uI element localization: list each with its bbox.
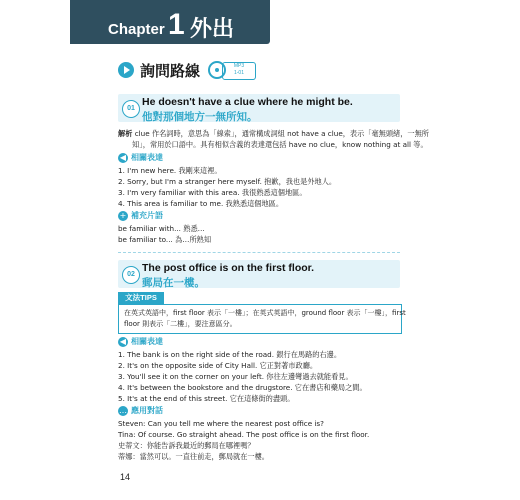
tips-line: 在英式英語中，first floor 表示「一樓」；在英式英語中，ground floor 表示「一樓」，first (124, 309, 406, 317)
related-expressions-heading (118, 337, 198, 349)
item-english: 2. Sorry, but I'm a stranger here myself. (118, 177, 262, 186)
list-item (118, 234, 211, 245)
mp3-label: MP3 (233, 63, 245, 69)
list-item (118, 176, 336, 187)
analysis-text: clue 作名詞時，意思為「線索」，通常構成詞組 not have a clue，表示「毫無頭緒，一無所 (134, 129, 429, 138)
tips-line: floor 則表示「二樓」，要注意區分。 (124, 320, 237, 328)
dialogue-line: Steven: Can you tell me where the nearest post office is? (118, 419, 324, 428)
item-chinese: 我熟悉這個地區。 (225, 199, 284, 208)
chat-icon: … (119, 406, 127, 415)
item-chinese: 抱歉，我也是外地人。 (264, 177, 337, 186)
item-chinese: 它正對著市政廳。 (259, 361, 318, 370)
supplement-heading (118, 211, 198, 223)
related-expressions-heading (118, 153, 198, 165)
item-chinese: 為…所熟知 (175, 235, 212, 244)
dialogue-line: Tina: Of course. Go straight ahead. The post office is on the first floor. (118, 430, 370, 439)
list-item (118, 382, 367, 393)
item-english: 4. This area is familiar to me. (118, 199, 224, 208)
related-label: 相關表達 (131, 153, 163, 162)
section-heading (118, 60, 278, 82)
dialogue-line: 史蒂文：你能告訴我最近的郵局在哪裡嗎？ (118, 441, 255, 450)
phrase-english: The post office is on the first floor. (142, 262, 315, 274)
list-item (118, 165, 222, 176)
item-english: 3. You'll see it on the corner on your left. (118, 372, 265, 381)
analysis-text: 知」，常用於口語中。具有相似含義的表達還包括 have no clue，know nothing at all 等。 (132, 140, 428, 149)
list-item (118, 349, 341, 360)
list-item (118, 187, 307, 198)
list-item (118, 360, 317, 371)
track-label: 1-01 (233, 70, 244, 76)
chapter-number: 1 (168, 8, 185, 41)
item-english: 2. It's on the opposite side of City Hall. (118, 361, 258, 370)
item-chinese: 銀行在馬路的右邊。 (276, 350, 342, 359)
item-english: 1. I'm new here. (118, 166, 177, 175)
grammar-tips-tag: 文法TIPS (118, 292, 164, 304)
phrase-chinese: 他對那個地方一無所知。 (142, 111, 258, 123)
grammar-tips-box (118, 304, 406, 334)
section-title: 詢問路線 (140, 62, 201, 80)
analysis-line (118, 128, 429, 139)
item-chinese: 你往左邊彎過去就能看見。 (266, 372, 353, 381)
list-item (118, 393, 294, 404)
related-label: 相關表達 (131, 337, 163, 346)
item-english: 1. The bank is on the right side of the road. (118, 350, 275, 359)
phrase-number: 01 (122, 100, 140, 118)
analysis-line (132, 139, 428, 150)
supplement-label: 補充片語 (131, 211, 163, 220)
chapter-title: 外出 (190, 17, 235, 42)
item-english: 4. It's between the bookstore and the drugstore. (118, 383, 293, 392)
phrase-chinese: 郵局在一樓。 (142, 277, 205, 289)
dialogue-heading (118, 406, 198, 418)
page-number: 14 (120, 472, 131, 482)
analysis-label: 解析 (118, 129, 133, 138)
speaker-icon: ◀ (119, 337, 127, 346)
item-chinese: 熟悉… (183, 224, 205, 233)
play-icon[interactable] (118, 62, 134, 78)
list-item (118, 371, 353, 382)
audio-track-badge[interactable] (208, 60, 256, 80)
phrase-card-01 (118, 94, 400, 122)
item-chinese: 我很熟悉這個地區。 (241, 188, 307, 197)
section-divider (118, 252, 400, 253)
list-item (118, 223, 205, 234)
item-english: be familiar with... (118, 224, 181, 233)
item-chinese: 它在這條街的盡頭。 (229, 394, 295, 403)
item-english: 3. I'm very familiar with this area. (118, 188, 240, 197)
item-english: be familiar to... (118, 235, 173, 244)
item-english: 5. It's at the end of this street. (118, 394, 228, 403)
phrase-card-02 (118, 260, 400, 288)
list-item (118, 198, 283, 209)
chapter-label: Chapter (108, 21, 165, 38)
item-chinese: 它在書店和藥局之間。 (294, 383, 367, 392)
mp3-track-tag (222, 62, 256, 80)
phrase-english: He doesn't have a clue where he might be. (142, 96, 353, 108)
dialogue-label: 應用對話 (131, 406, 163, 415)
speaker-icon: ◀ (119, 153, 127, 162)
dialogue-line: 蒂娜：當然可以。一直往前走，郵局就在一樓。 (118, 452, 269, 461)
item-chinese: 我剛來這裡。 (178, 166, 222, 175)
plus-icon: + (119, 211, 127, 220)
phrase-number: 02 (122, 266, 140, 284)
